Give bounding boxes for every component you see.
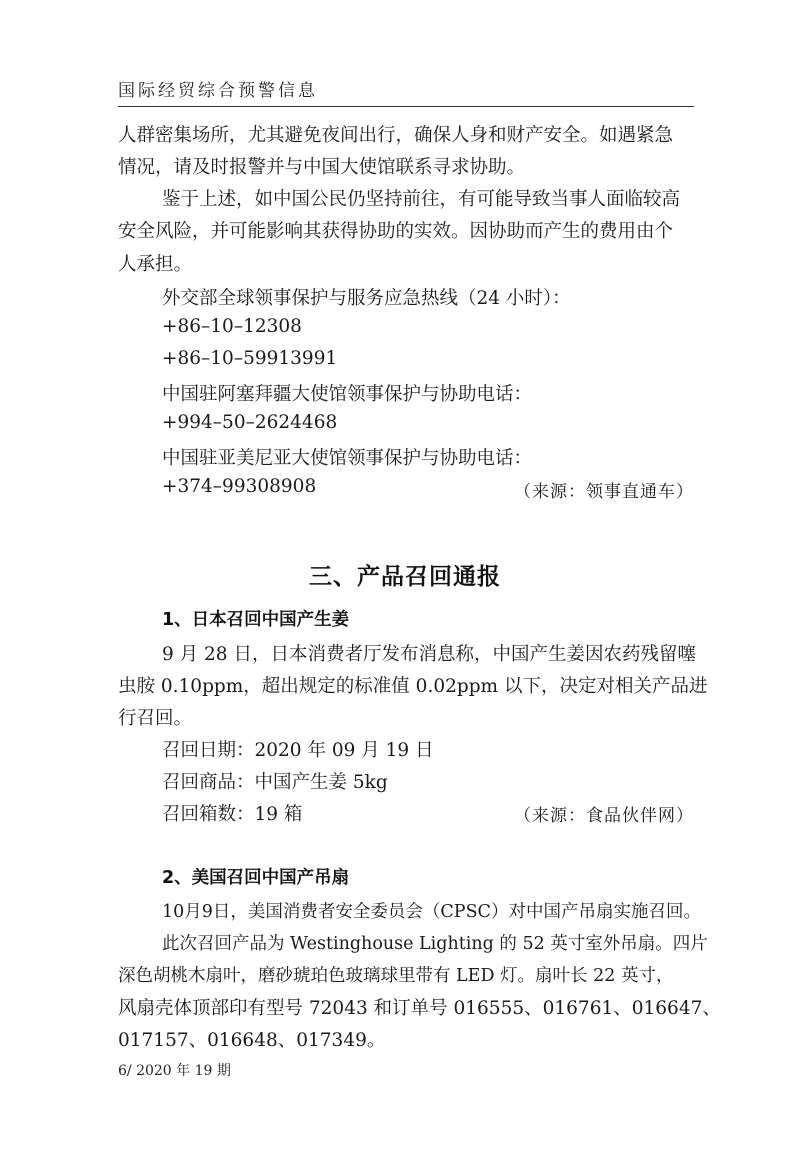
paragraph-line: 9 月 28 日，日本消费者厅发布消息称，中国产生姜因农药残留噻	[162, 644, 696, 665]
embassy-phone: +994–50–2624468	[162, 412, 338, 433]
paragraph-line: 行召回。	[118, 708, 193, 729]
recall-heading: 2、美国召回中国产吊扇	[162, 868, 350, 888]
paragraph-line: 017157、016648、017349。	[118, 1030, 386, 1051]
paragraph-line: 人承担。	[118, 254, 193, 275]
paragraph-line: 此次召回产品为 Westinghouse Lighting 的 52 英寸室外吊扇。四片	[162, 934, 708, 954]
hotline-number: +86–10–59913991	[162, 348, 338, 369]
paragraph-line: 人群密集场所，尤其避免夜间出行，确保人身和财产安全。如遇紧急	[118, 125, 674, 146]
source-note: （来源：食品伙伴网）	[514, 806, 694, 826]
section-title: 三、产品召回通报	[309, 564, 501, 590]
embassy-label: 中国驻亚美尼亚大使馆领事保护与协助电话：	[162, 448, 533, 469]
source-note: （来源：领事直通车）	[514, 482, 694, 502]
paragraph-line: 鉴于上述，如中国公民仍坚持前往，有可能导致当事人面临较高	[162, 189, 681, 210]
paragraph-line: 安全风险，并可能影响其获得协助的实效。因协助而产生的费用由个	[118, 221, 674, 242]
recall-date: 召回日期：2020 年 09 月 19 日	[162, 740, 434, 761]
paragraph-line: 深色胡桃木扇叶，磨砂琥珀色玻璃球里带有 LED 灯。扇叶长 22 英寸，	[118, 966, 674, 986]
paragraph-line: 风扇壳体顶部印有型号 72043 和订单号 016555、016761、016647、	[118, 998, 721, 1019]
hotline-number: +86–10–12308	[162, 316, 302, 337]
recall-boxes: 召回箱数：19 箱	[162, 804, 303, 825]
embassy-label: 中国驻阿塞拜疆大使馆领事保护与协助电话：	[162, 384, 533, 405]
running-header: 国际经贸综合预警信息	[118, 81, 318, 101]
recall-product: 召回商品：中国产生姜 5kg	[162, 772, 388, 793]
embassy-phone: +374–99308908	[162, 476, 317, 497]
header-rule	[118, 106, 694, 107]
paragraph-line: 10月9日，美国消费者安全委员会（CPSC）对中国产吊扇实施召回。	[162, 902, 701, 922]
paragraph-line: 情况，请及时报警并与中国大使馆联系寻求协助。	[118, 157, 526, 178]
page-footer: 6/ 2020 年 19 期	[118, 1063, 231, 1079]
paragraph-line: 虫胺 0.10ppm，超出规定的标准值 0.02ppm 以下，决定对相关产品进	[118, 676, 708, 697]
recall-heading: 1、日本召回中国产生姜	[162, 610, 350, 630]
hotline-label: 外交部全球领事保护与服务应急热线（24 小时）：	[162, 288, 571, 309]
